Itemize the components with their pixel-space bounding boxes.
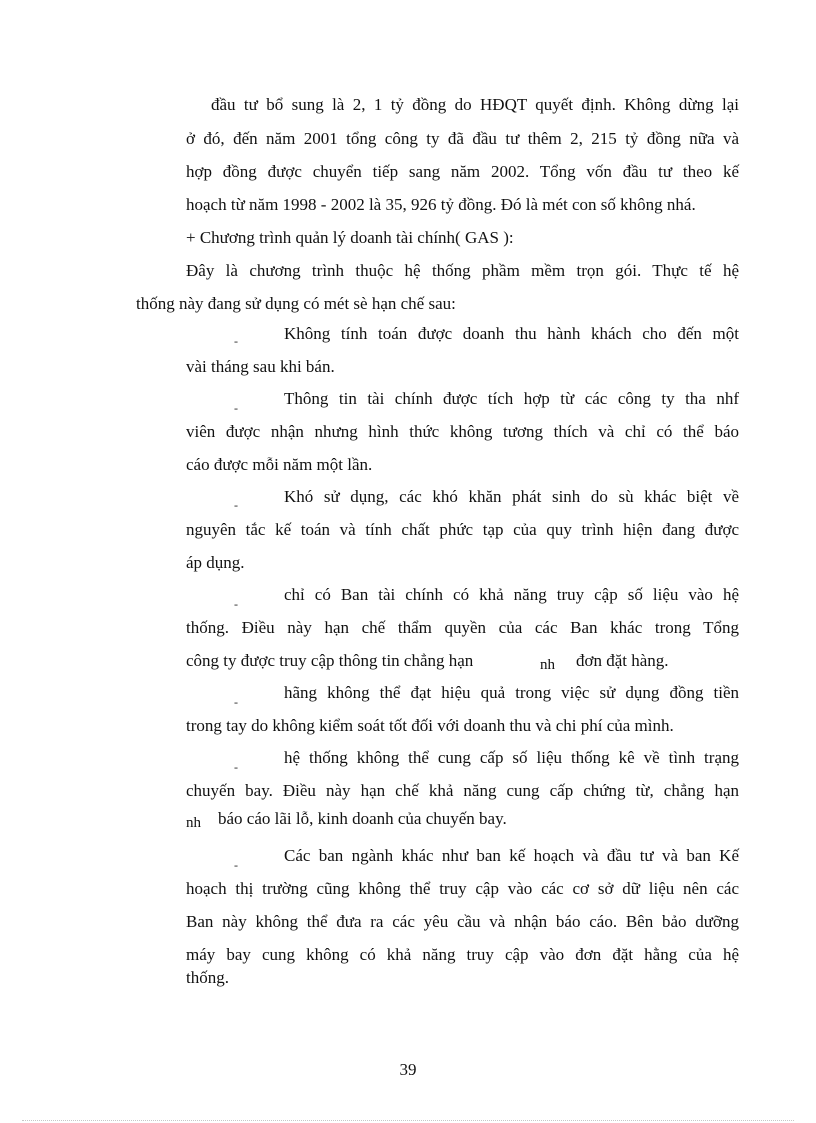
bullet-1-line-1: Không tính toán được doanh thu hành khách cho đến một: [284, 324, 739, 343]
bullet-2-line-2: viên được nhận nhưng hình thức không tương thích và chỉ có thể báo: [186, 422, 739, 441]
bullet-marker: -: [234, 334, 238, 348]
bullet-7-line-1: Các ban ngành khác như ban kế hoạch và đầu tư và ban Kế: [284, 846, 739, 865]
bullet-marker: -: [234, 695, 238, 709]
bullet-5-line-2: trong tay do không kiểm soát tốt đối với doanh thu và chi phí của mình.: [186, 716, 674, 735]
bullet-4-line-3b: đơn đặt hàng.: [576, 651, 669, 670]
bullet-6-nh-fragment: nh: [186, 815, 201, 831]
bullet-marker: -: [234, 401, 238, 415]
section-heading-gas: + Chương trình quản lý doanh tài chính( GAS ):: [186, 228, 514, 247]
bullet-6-line-1: hệ thống không thể cung cấp số liệu thống kê về tình trạng: [284, 748, 739, 767]
bullet-6-line-3: báo cáo lãi lỗ, kinh doanh của chuyến bay.: [218, 809, 507, 828]
bullet-4-line-2: thống. Điều này hạn chế thẩm quyền của các Ban khác trong Tổng: [186, 618, 739, 637]
bullet-4-nh-fragment: nh: [540, 657, 555, 673]
paragraph-1-line-2: ở đó, đến năm 2001 tổng công ty đã đầu tư thêm 2, 215 tỷ đồng nữa và: [186, 129, 739, 148]
bullet-2-line-1: Thông tin tài chính được tích hợp từ các công ty tha nhf: [284, 389, 739, 408]
bullet-marker: -: [234, 597, 238, 611]
bullet-5-line-1: hãng không thể đạt hiệu quả trong việc sử dụng đồng tiền: [284, 683, 739, 702]
paragraph-1-line-4: hoạch từ năm 1998 - 2002 là 35, 926 tỷ đồng. Đó là mét con số không nhá.: [186, 195, 696, 214]
bullet-7-line-5: thống.: [186, 968, 229, 987]
bullet-4-line-3a: công ty được truy cập thông tin chẳng hạn: [186, 651, 474, 670]
bullet-marker: -: [234, 760, 238, 774]
bullet-7-line-4: máy bay cung không có khả năng truy cập vào đơn đặt hằng của hệ: [186, 945, 739, 964]
bullet-6-line-2: chuyến bay. Điều này hạn chế khả năng cung cấp chứng từ, chẳng hạn: [186, 781, 739, 800]
bullet-2-line-3: cáo được mỗi năm một lần.: [186, 455, 373, 474]
paragraph-2-line-1: Đây là chương trình thuộc hệ thống phầm mềm trọn gói. Thực tế hệ: [186, 261, 739, 280]
bullet-3-line-3: áp dụng.: [186, 553, 245, 572]
bullet-marker: -: [234, 858, 238, 872]
bullet-marker: -: [234, 498, 238, 512]
paragraph-2-line-2: thống này đang sử dụng có mét sè hạn chế sau:: [136, 294, 456, 313]
paragraph-1-line-1: đầu tư bổ sung là 2, 1 tỷ đồng do HĐQT quyết định. Không dừng lại: [211, 95, 739, 114]
bullet-7-line-2: hoạch thị trường cũng không thể truy cập vào các cơ sở dữ liệu nên các: [186, 879, 739, 898]
bullet-7-line-3: Ban này không thể đưa ra các yêu cầu và nhận báo cáo. Bên bảo dưỡng: [186, 912, 739, 931]
bullet-3-line-2: nguyên tắc kế toán và tính chất phức tạp của quy trình hiện đang được: [186, 520, 739, 539]
bullet-3-line-1: Khó sử dụng, các khó khăn phát sinh do sù khác biệt về: [284, 487, 739, 506]
page-number: 39: [399, 1060, 417, 1079]
paragraph-1-line-3: hợp đồng được chuyển tiếp sang năm 2002. Tổng vốn đầu tư theo kế: [186, 162, 739, 181]
bullet-4-line-1: chỉ có Ban tài chính có khả năng truy cập số liệu vào hệ: [284, 585, 739, 604]
footer-divider: [22, 1120, 794, 1121]
bullet-1-line-2: vài tháng sau khi bán.: [186, 357, 335, 376]
